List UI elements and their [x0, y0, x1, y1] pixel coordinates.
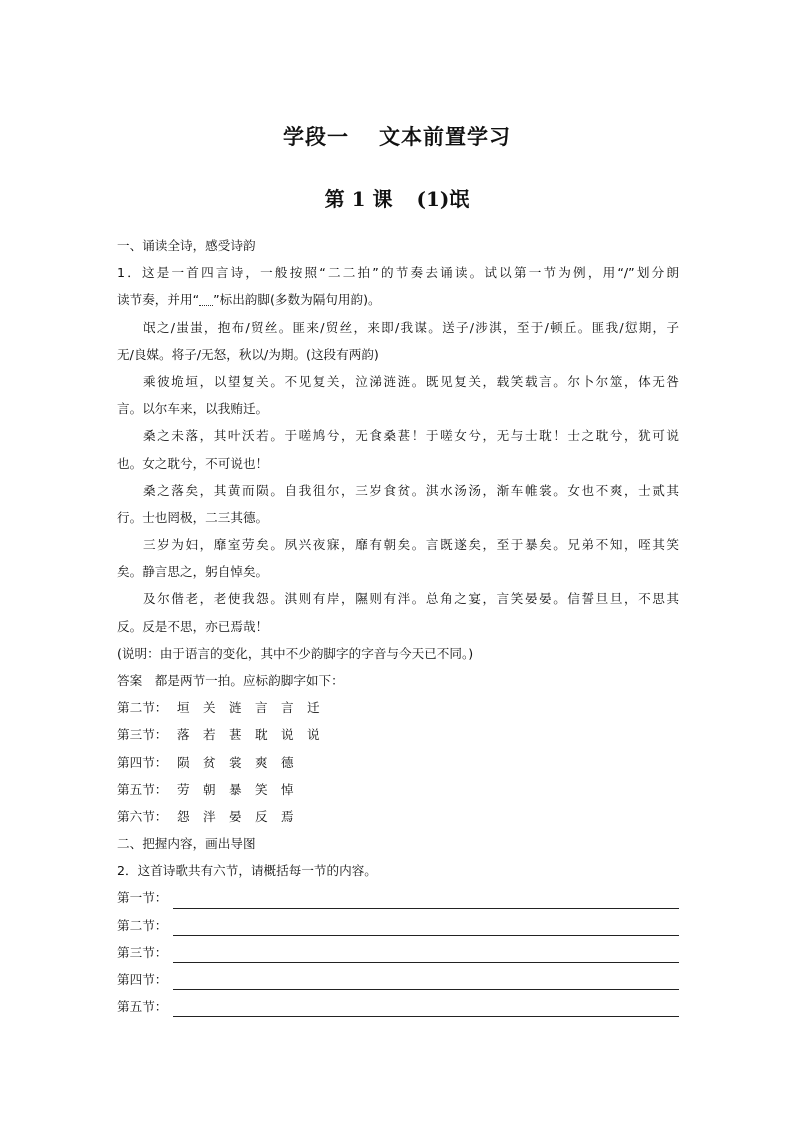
poem-stanza-3-line-2: 也。女之耽兮，不可说也！: [117, 455, 269, 471]
rhyme-char: 德: [281, 754, 294, 770]
note: (说明：由于语言的变化，其中不少韵脚字的字音与今天已不同。): [117, 645, 474, 661]
rhyme-char: 说: [307, 727, 320, 743]
poem-stanza-6-line-1: 及尔偕老，老使我怨。淇则有岸，隰则有泮。总角之宴，言笑晏晏。信誓旦旦，不思其: [143, 591, 679, 607]
rhyme-char: 怨: [177, 808, 190, 824]
rhyme-char: 贫: [203, 754, 216, 770]
rhyme-char: 晏: [229, 808, 242, 824]
page-title: [0, 121, 794, 151]
rhyme-char: 迁: [307, 700, 320, 716]
poem: [117, 314, 679, 640]
answer-blank-line[interactable]: [173, 998, 679, 1017]
blank-row-label: 第四节：: [117, 972, 168, 988]
answer-blank-line[interactable]: [173, 971, 679, 990]
lesson-name: (1)氓: [416, 187, 470, 211]
poem-stanza-5-line-2: 矣。静言思之，躬自悼矣。: [117, 564, 269, 580]
rhyme-char: 朝: [203, 781, 216, 797]
blank-row-label: 第二节：: [117, 917, 168, 933]
blank-row: [117, 993, 679, 1020]
answer: 答案 都是两节一拍。应标韵脚字如下：: [117, 673, 344, 688]
answer-blank-line[interactable]: [173, 944, 679, 963]
lesson-number: 第 1 课: [324, 187, 393, 211]
rhyme-char: 焉: [281, 808, 294, 824]
answer-blank-line[interactable]: [173, 890, 679, 909]
rhyme-table: [117, 694, 679, 830]
rhyme-char: 落: [177, 727, 190, 743]
poem-stanza-3-line-1: 桑之未落，其叶沃若。于嗟鸠兮，无食桑葚！于嗟女兮，无与士耽！士之耽兮，犹可说: [143, 428, 679, 444]
rhyme-char: 言: [255, 700, 268, 716]
rhyme-char: 劳: [177, 781, 190, 797]
rhyme-row-label: 第四节：: [117, 754, 168, 770]
poem-stanza-2-line-1: 乘彼垝垣，以望复关。不见复关，泣涕涟涟。既见复关，载笑载言。尔卜尔筮，体无咎: [143, 373, 679, 389]
rhyme-mark-symbol: [199, 293, 213, 306]
poem-stanza-4-line-1: 桑之落矣，其黄而陨。自我徂尔，三岁食贫。淇水汤汤，渐车帷裳。女也不爽，士贰其: [143, 482, 679, 498]
answer-blanks: [117, 885, 679, 1021]
question-1-line-1: 1．这是一首四言诗，一般按照“二二拍”的节奏去诵读。试以第一节为例，用“/”划分朗: [117, 265, 679, 281]
rhyme-char: 反: [255, 808, 268, 824]
poem-stanza-1-line-2: 无/良媒。将子/无怒，秋以/为期。(这段有两韵): [117, 346, 379, 362]
rhyme-char: 若: [203, 727, 216, 743]
blank-row: [117, 966, 679, 993]
rhyme-row-label: 第二节：: [117, 700, 168, 716]
rhyme-char: 悼: [281, 781, 294, 797]
rhyme-char: 葚: [229, 727, 242, 743]
rhyme-char: 裳: [229, 754, 242, 770]
poem-stanza-5-line-1: 三岁为妇，靡室劳矣。夙兴夜寐，靡有朝矣。言既遂矣，至于暴矣。兄弟不知，咥其笑: [143, 537, 679, 553]
blank-row-label: 第三节：: [117, 944, 168, 960]
rhyme-char: 泮: [203, 808, 216, 824]
rhyme-row: [117, 749, 679, 776]
rhyme-row: [117, 694, 679, 721]
rhyme-row-label: 第三节：: [117, 727, 168, 743]
document-body: [117, 232, 679, 1020]
rhyme-char: 陨: [177, 754, 190, 770]
rhyme-char: 关: [203, 700, 216, 716]
section-1-heading: 一、诵读全诗，感受诗韵: [117, 238, 256, 253]
poem-stanza-6-line-2: 反。反是不思，亦已焉哉！: [117, 618, 269, 634]
poem-stanza-2-line-2: 言。以尔车来，以我贿迁。: [117, 401, 269, 417]
poem-stanza-4-line-2: 行。士也罔极，二三其德。: [117, 509, 269, 525]
rhyme-char: 暴: [229, 781, 242, 797]
rhyme-char: 爽: [255, 754, 268, 770]
rhyme-row: [117, 721, 679, 748]
rhyme-row: [117, 803, 679, 830]
question-1-line-2-start: 读节奏，并用“: [117, 292, 200, 308]
section-2-heading: 二、把握内容，画出导图: [117, 836, 256, 852]
question-2: 2．这首诗歌共有六节，请概括每一节的内容。: [117, 863, 377, 879]
title-part-2: 文本前置学习: [379, 125, 511, 149]
poem-stanza-1-line-1: 氓之/蚩蚩，抱布/贸丝。匪来/贸丝，来即/我谋。送子/涉淇，至于/顿丘。匪我/愆期，子: [143, 319, 679, 335]
blank-row: [117, 885, 679, 912]
blank-row-label: 第一节：: [117, 890, 168, 906]
rhyme-char: 涟: [229, 700, 242, 716]
title-part-1: 学段一: [283, 125, 349, 149]
lesson-title: [0, 183, 794, 212]
rhyme-row-label: 第六节：: [117, 808, 168, 824]
blank-row-label: 第五节：: [117, 999, 168, 1015]
blank-row: [117, 939, 679, 966]
answer-blank-line[interactable]: [173, 917, 679, 936]
rhyme-char: 耽: [255, 727, 268, 743]
rhyme-char: 言: [281, 700, 294, 716]
rhyme-char: 垣: [177, 700, 190, 716]
rhyme-row: [117, 776, 679, 803]
question-1-line-2: [117, 286, 679, 313]
rhyme-row-label: 第五节：: [117, 781, 168, 797]
rhyme-char: 说: [281, 727, 294, 743]
blank-row: [117, 912, 679, 939]
rhyme-char: 笑: [255, 781, 268, 797]
question-1-line-2-end: ”标出韵脚(多数为隔句用韵)。: [213, 292, 381, 308]
